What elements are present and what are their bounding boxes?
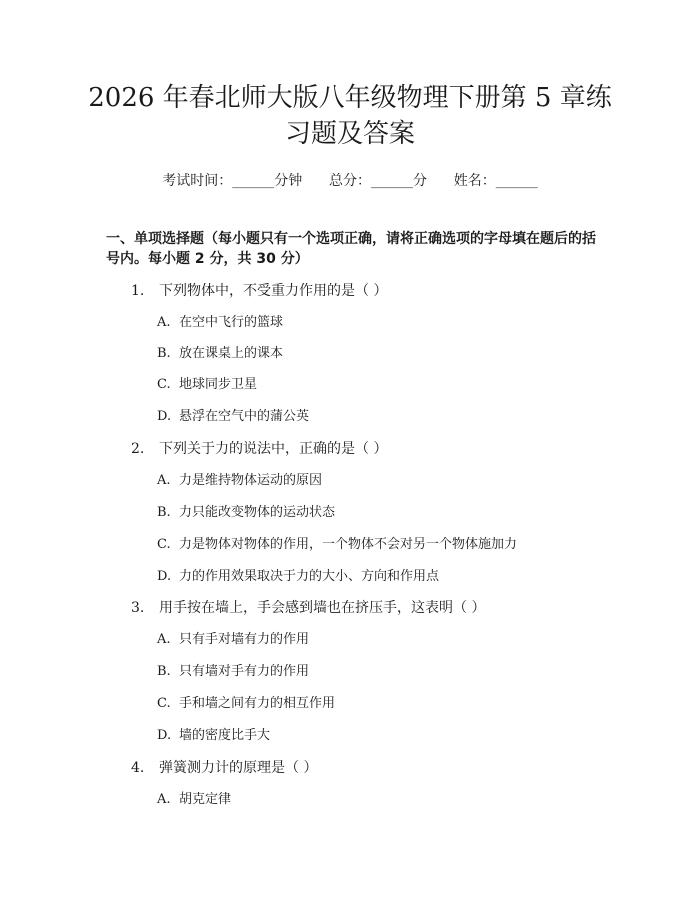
option-text: 悬浮在空气中的蒲公英	[179, 409, 310, 424]
question-text: 弹簧测力计的原理是（ ）	[159, 760, 318, 776]
question-4	[131, 759, 317, 777]
option-text: 力的作用效果取决于力的大小、方向和作用点	[179, 569, 440, 584]
question-text: 用手按在墙上，手会感到墙也在挤压手，这表明（ ）	[159, 600, 486, 616]
option-text: 墙的密度比手大	[179, 728, 271, 743]
option-1c	[157, 376, 257, 394]
option-text: 手和墙之间有力的相互作用	[179, 696, 336, 711]
option-letter: A.	[157, 632, 171, 647]
option-1d	[157, 408, 309, 426]
option-text: 只有手对墙有力的作用	[179, 632, 310, 647]
option-letter: A.	[157, 792, 171, 807]
question-number: 2.	[131, 441, 145, 457]
option-3a	[157, 631, 309, 649]
option-text: 胡克定律	[179, 792, 232, 807]
question-number: 1.	[131, 283, 145, 299]
option-letter: C.	[157, 696, 171, 711]
document-title	[60, 80, 640, 152]
question-text: 下列物体中，不受重力作用的是（ ）	[159, 283, 388, 299]
option-1a	[157, 314, 283, 332]
option-letter: D.	[157, 728, 172, 743]
question-1	[131, 282, 387, 300]
option-letter: B.	[157, 346, 171, 361]
question-2	[131, 440, 387, 458]
option-3b	[157, 663, 309, 681]
option-text: 只有墙对手有力的作用	[179, 664, 310, 679]
option-letter: B.	[157, 505, 171, 520]
option-2b	[157, 504, 335, 522]
title-line-1: 2026 年春北师大版八年级物理下册第 5 章练	[88, 83, 612, 113]
option-3c	[157, 695, 335, 713]
option-text: 在空中飞行的篮球	[179, 315, 284, 330]
option-2c	[157, 536, 517, 554]
option-3d	[157, 727, 270, 745]
option-letter: D.	[157, 569, 172, 584]
question-number: 3.	[131, 600, 145, 616]
option-text: 力是维持物体运动的原因	[179, 473, 323, 488]
option-letter: B.	[157, 664, 171, 679]
option-letter: A.	[157, 473, 171, 488]
option-letter: D.	[157, 409, 172, 424]
section-heading: 一、单项选择题（每小题只有一个选项正确，请将正确选项的字母填在题后的括号内。每小题 2 分，共 30 分）	[106, 231, 596, 267]
option-1b	[157, 345, 283, 363]
title-line-2: 习题及答案	[284, 119, 415, 149]
option-2d	[157, 568, 439, 586]
option-4a	[157, 791, 231, 809]
option-2a	[157, 472, 322, 490]
question-3	[131, 599, 485, 617]
option-letter: C.	[157, 537, 171, 552]
option-text: 地球同步卫星	[179, 377, 258, 392]
question-text: 下列关于力的说法中，正确的是（ ）	[159, 441, 388, 457]
option-text: 力是物体对物体的作用，一个物体不会对另一个物体施加力	[179, 537, 518, 552]
option-text: 放在课桌上的课本	[179, 346, 284, 361]
exam-meta-line: 考试时间：______分钟 总分：______分 姓名：______	[162, 173, 538, 189]
question-number: 4.	[131, 760, 145, 776]
option-letter: C.	[157, 377, 171, 392]
option-letter: A.	[157, 315, 171, 330]
option-text: 力只能改变物体的运动状态	[179, 505, 336, 520]
